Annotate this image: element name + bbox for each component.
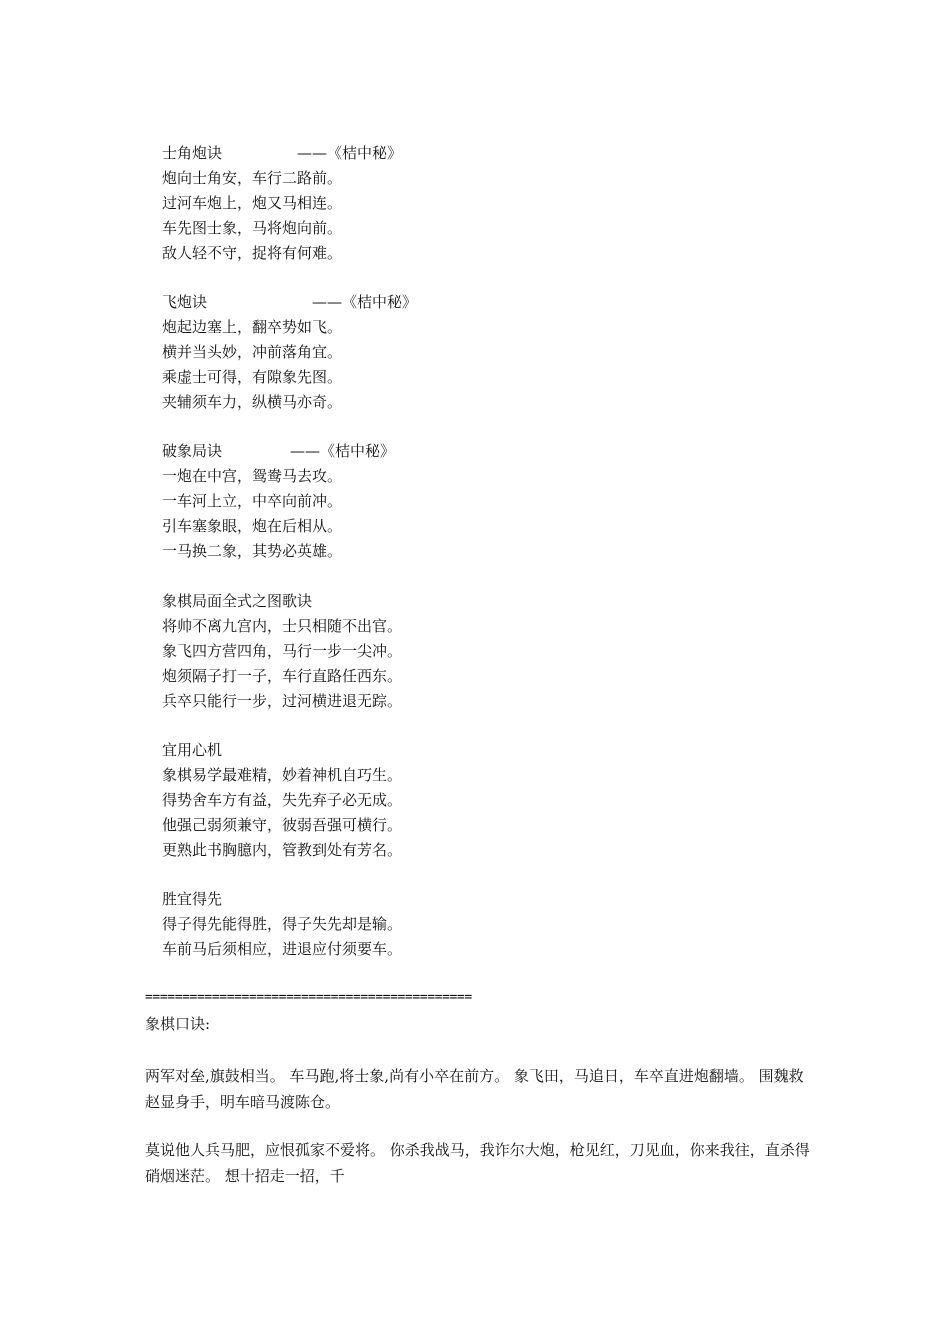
- poem-shijiaopao: [162, 141, 403, 266]
- paragraph: 两军对垒,旗鼓相当。 车马跑,将士象,尚有小卒在前方。 象飞田，马追日，车卒直进炮翻墙。 围魏救赵显身手，明车暗马渡陈仓。: [145, 1067, 804, 1111]
- poem-line: 他强己弱须兼守，彼弱吾强可横行。: [162, 816, 403, 834]
- poem-line: 敌人轻不守，捉将有何难。: [162, 244, 343, 262]
- poem-title: 飞炮诀: [162, 293, 208, 311]
- poem-line: 一炮在中宫，鸳鸯马去攻。: [162, 467, 343, 485]
- poem-line: 一马换二象，其势必英雄。: [162, 542, 343, 560]
- poem-yiyong-xinji: [162, 738, 402, 863]
- poem-source: ——《桔中秘》: [290, 442, 396, 460]
- poem-feipao: [162, 290, 418, 415]
- poem-line: 车前马后须相应，进退应付须要车。: [162, 940, 403, 958]
- poem-line: 过河车炮上，炮又马相连。: [162, 194, 343, 212]
- poem-line: 兵卒只能行一步，过河横进退无踪。: [162, 692, 403, 710]
- poem-shengyi-dexian: [162, 887, 402, 962]
- poem-line: 夹辅须车力，纵横马亦奇。: [162, 393, 343, 411]
- poem-line: 炮起边塞上，翻卒势如飞。: [162, 318, 343, 336]
- poem-title: 胜宜得先: [162, 890, 223, 908]
- poem-line: 更熟此书胸臆内，管教到处有芳名。: [162, 841, 403, 859]
- poem-line: 炮须隔子打一子，车行直路任西东。: [162, 667, 403, 685]
- poem-title: 宜用心机: [162, 741, 223, 759]
- poem-line: 象飞四方营四角，马行一步一尖冲。: [162, 642, 403, 660]
- poem-line: 乘虚士可得，有隙象先图。: [162, 368, 343, 386]
- separator-line: ============================================: [145, 990, 472, 1005]
- poem-source: ——《桔中秘》: [312, 293, 418, 311]
- poem-title: 士角炮诀: [162, 144, 223, 162]
- poem-line: 象棋易学最难精，妙着神机自巧生。: [162, 766, 403, 784]
- poem-line: 得势舍车方有益，失先弃子必无成。: [162, 791, 403, 809]
- poem-source: ——《桔中秘》: [297, 144, 403, 162]
- paragraph: 莫说他人兵马肥，应恨孤家不爱将。 你杀我战马，我诈尔大炮，枪见红，刀见血，你来我往，直杀得硝烟迷茫。 想十招走一招，千: [145, 1141, 810, 1185]
- section-heading: 象棋口诀:: [145, 1015, 211, 1033]
- poem-title: 象棋局面全式之图歌诀: [162, 592, 313, 610]
- poem-jumian-quanshi: [162, 589, 402, 714]
- poem-line: 横并当头妙，冲前落角宜。: [162, 343, 343, 361]
- poem-line: 一车河上立，中卒向前冲。: [162, 492, 343, 510]
- poem-title-row: [162, 141, 403, 166]
- poem-title-row: [162, 290, 418, 315]
- poem-title: 破象局诀: [162, 442, 223, 460]
- poem-poxiangju: [162, 439, 396, 564]
- poem-line: 将帅不离九宫内，士只相随不出官。: [162, 617, 403, 635]
- poem-line: 引车塞象眼，炮在后相从。: [162, 517, 343, 535]
- poem-line: 炮向士角安，车行二路前。: [162, 169, 343, 187]
- poem-title-row: [162, 439, 396, 464]
- poem-line: 得子得先能得胜，得子失先却是输。: [162, 915, 403, 933]
- poem-line: 车先图士象，马将炮向前。: [162, 219, 343, 237]
